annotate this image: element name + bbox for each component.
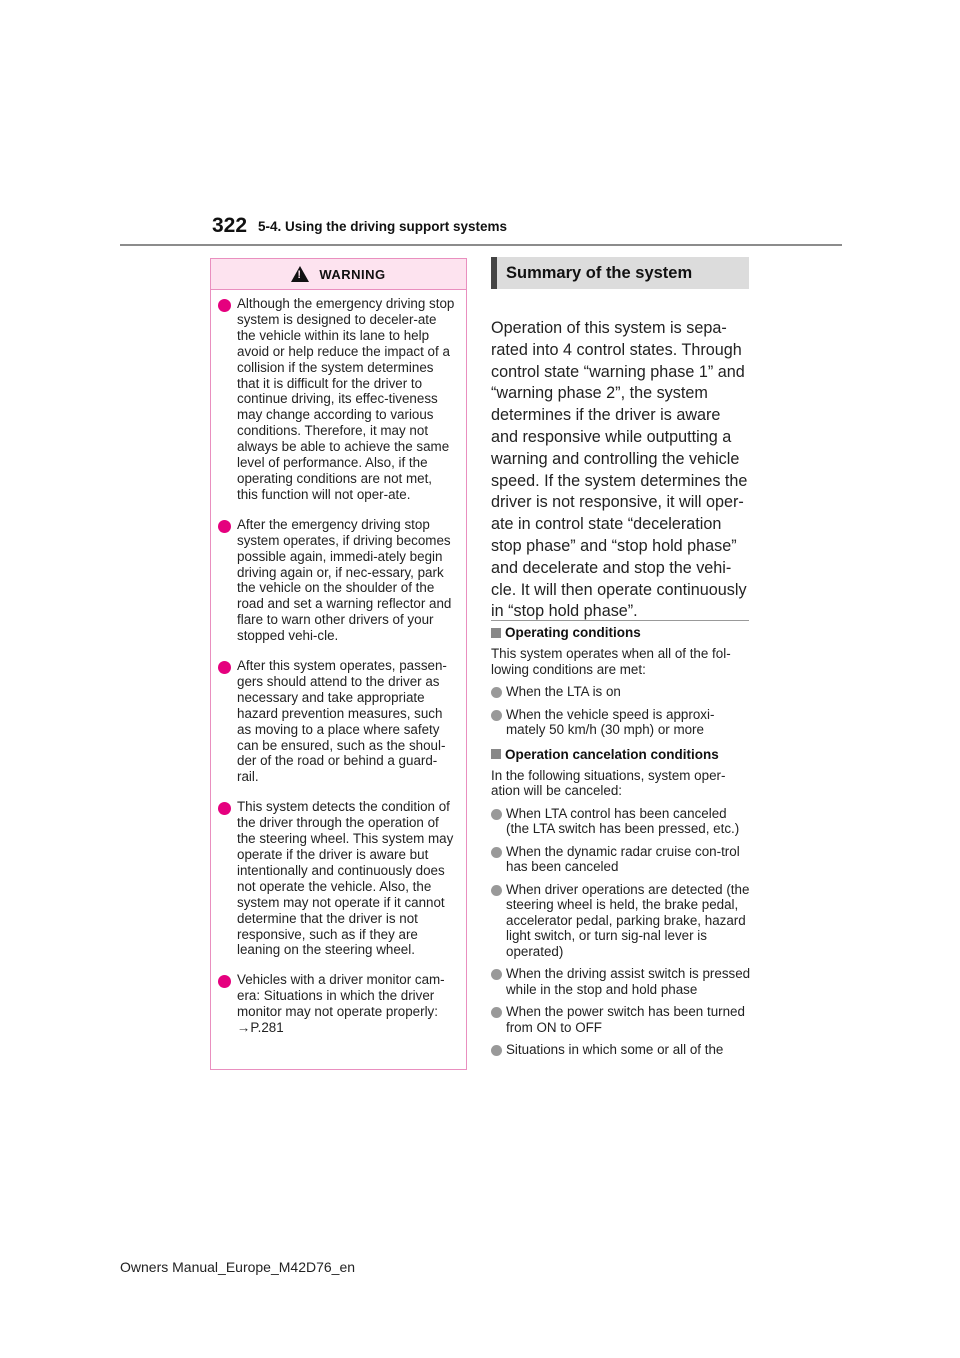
- square-bullet-icon: [491, 749, 501, 759]
- conditions-column: [491, 625, 753, 1065]
- list-item-text: When the power switch has been turned from ON to OFF: [506, 1004, 745, 1035]
- warning-title: WARNING: [319, 266, 386, 282]
- warning-item: [218, 972, 456, 1036]
- bullet-icon: [491, 1007, 502, 1018]
- list-item: [491, 882, 753, 960]
- warning-item: [218, 296, 456, 503]
- list-item-text: When the dynamic radar cruise con-trol has been canceled: [506, 843, 740, 874]
- bullet-icon: [491, 687, 502, 698]
- list-item: [491, 966, 753, 997]
- header-rule: [120, 244, 842, 246]
- bullet-icon: [491, 885, 502, 896]
- list-item-text: When the vehicle speed is approxi-mately 50 km/h (30 mph) or more: [506, 706, 715, 737]
- bullet-icon: [218, 802, 231, 815]
- summary-text: Operation of this system is sepa-rated into 4 control states. Through control state “warning phase 1” and “warning phase 2”, the system determines if the driver is aware and responsive while outputting a warning and controlling the vehicle speed. If the system determines the driver is not responsive, it will oper-ate in control state “deceleration stop phase” and “stop hold phase” and decelerate and stop the vehi-cle. It will then operate continuously in “stop hold phase”.: [491, 319, 748, 621]
- warning-item-text: Vehicles with a driver monitor cam-era: Situations in which the driver monitor may not operate properly: →P.281: [237, 972, 445, 1036]
- square-bullet-icon: [491, 628, 501, 638]
- warning-item: [218, 517, 456, 644]
- subsection-rule: [491, 620, 749, 621]
- bullet-icon: [491, 1045, 502, 1056]
- bullet-icon: [218, 520, 231, 533]
- operating-conditions-title: Operating conditions: [505, 625, 641, 640]
- page-number: 322: [212, 214, 248, 237]
- warning-item-text: Although the emergency driving stop system is designed to deceler-ate the vehicle within its lane to help avoid or help reduce the impact of a collision if the system determines that it is difficult for the driver to continue driving, its effec-tiveness may change according to various conditions. Therefore, it may not always be able to achieve the same level of performance. Also, if the operating conditions are not met, this function will not oper-ate.: [237, 296, 455, 502]
- warning-body: [211, 290, 466, 1036]
- list-item: [491, 684, 753, 700]
- operating-conditions-intro: This system operates when all of the fol-lowing conditions are met:: [491, 646, 731, 677]
- list-item: [491, 1004, 753, 1035]
- list-item-text: When LTA control has been canceled (the LTA switch has been pressed, etc.): [506, 805, 740, 836]
- bullet-icon: [491, 969, 502, 980]
- warning-item: [218, 799, 456, 958]
- cancelation-conditions-title: Operation cancelation conditions: [505, 746, 719, 762]
- warning-triangle-icon: [291, 266, 309, 282]
- list-item: [491, 844, 753, 875]
- footer-text: Owners Manual_Europe_M42D76_en: [120, 1259, 356, 1275]
- warning-item-text: After the emergency driving stop system operates, if driving becomes possible again, immedi-ately begin driving again or, if nec-essary, park the vehicle on the shoulder of the road and set a warning reflector and flare to warn other drivers of your stopped vehi-cle.: [237, 516, 452, 644]
- bullet-icon: [218, 299, 231, 312]
- bullet-icon: [218, 661, 231, 674]
- cancelation-conditions-intro: In the following situations, system oper-ation will be canceled:: [491, 767, 726, 798]
- list-item: [491, 707, 753, 738]
- bullet-icon: [218, 975, 231, 988]
- warning-box: [210, 258, 467, 1070]
- list-item: [491, 1042, 753, 1058]
- warning-header: [211, 259, 466, 290]
- bullet-icon: [491, 847, 502, 858]
- list-item-text: When the driving assist switch is pressed while in the stop and hold phase: [506, 966, 751, 997]
- warning-item-text: After this system operates, passen-gers should attend to the driver as necessary and take appropriate hazard prevention measures, such as moving to a place where safety can be ensured, such as the shoul-der of the road or behind a guard-rail.: [237, 658, 447, 785]
- cancelation-conditions-heading: [491, 747, 753, 762]
- bullet-icon: [491, 710, 502, 721]
- warning-item-text: This system detects the condition of the driver through the operation of the steering wheel. This system may operate if the driver is aware but intentionally and continuously does not operate the vehicle. Also, the system may not operate if it cannot determine that the driver is not responsive, such as if they are leaning on the steering wheel.: [237, 799, 454, 958]
- list-item-text: When the LTA is on: [506, 684, 621, 699]
- list-item-text: Situations in which some or all of the: [506, 1042, 724, 1057]
- bullet-icon: [491, 809, 502, 820]
- summary-heading: Summary of the system: [491, 257, 749, 289]
- operating-conditions-heading: [491, 625, 753, 640]
- warning-item: [218, 658, 456, 785]
- list-item: [491, 806, 753, 837]
- list-item-text: When driver operations are detected (the steering wheel is held, the brake pedal, accelerator pedal, parking brake, hazard light switch, or turn sig-nal lever is operated): [506, 881, 750, 959]
- section-title: 5-4. Using the driving support systems: [258, 219, 508, 234]
